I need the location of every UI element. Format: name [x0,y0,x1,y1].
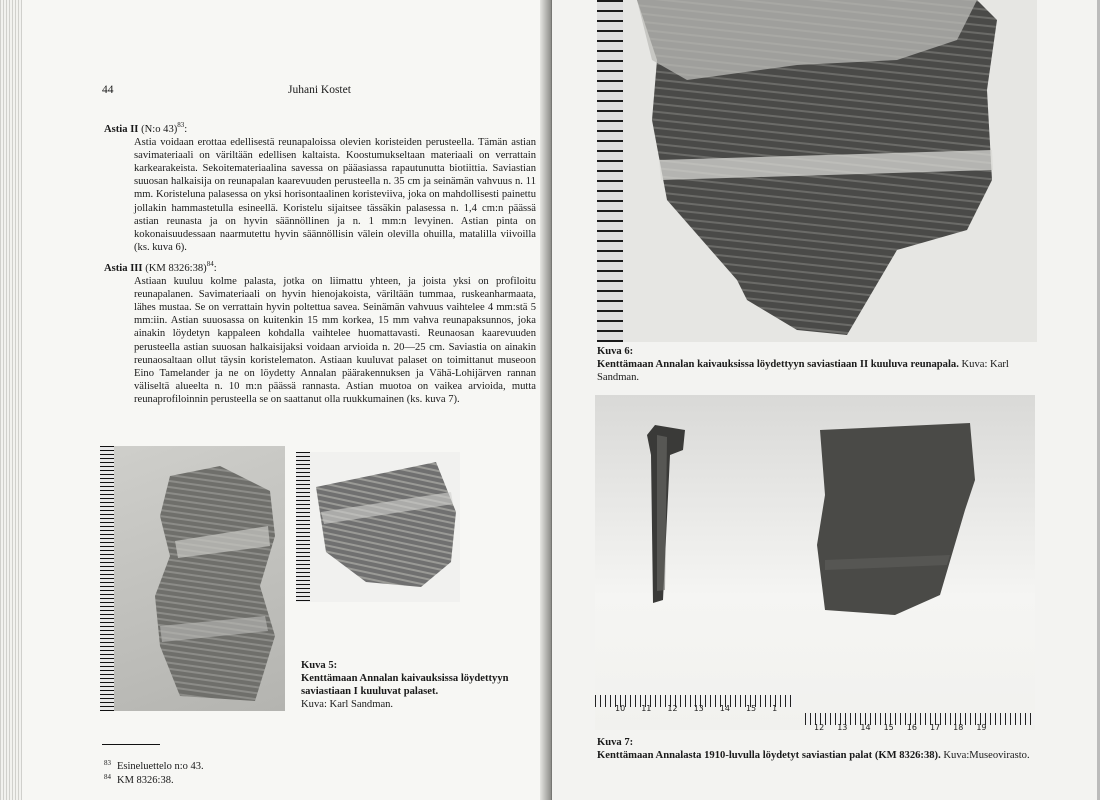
kuva7-caption [597,736,1057,762]
ruler-number: 17 [929,723,941,732]
entry-heading: Astia II (N:o 43)$^{83}$: [104,121,188,135]
ruler-number: 19 [976,723,987,732]
pottery-sherd-image [100,446,285,711]
kuva7-photo [595,395,1035,730]
ruler-number: 12 [667,704,678,713]
kuva5-caption [301,659,531,711]
pottery-sherd-image [296,452,460,602]
caption-credit: Kuva: Karl Sandman. [597,359,1009,383]
caption-credit: Kuva: Karl Sandman. [301,699,394,710]
page-edge [0,0,22,800]
ruler-number: 15 [883,723,894,732]
kuva5-photo-fragment-right [296,452,460,602]
footnote [104,773,174,786]
footnote-ref: 84 [206,260,214,268]
caption-text: Kenttämaan Annalan kaivauksissa löydettyyn saviastiaan II kuuluva reunapala. [597,359,959,370]
caption-credit: Kuva:Museovirasto. [940,750,1030,761]
ruler-number: 15 [745,704,757,713]
pottery-sherd-image [597,0,1037,342]
entry-astia-ii [104,119,536,254]
ruler-scale-upper [615,704,777,713]
entry-astia-iii [104,258,536,406]
entry-name: Astia III [104,263,143,274]
entry-ref: (N:o 43) [138,124,178,135]
footnote-text: Esineluettelo n:o 43. [117,761,204,772]
entry-name: Astia II [104,124,139,135]
footnote-number: 84 [104,773,111,781]
footnote-number: 83 [104,759,111,767]
entry-heading: Astia III (KM 8326:38)$^{84}$: [104,260,217,274]
ruler-number: 14 [860,723,871,732]
ruler-number: 18 [953,723,964,732]
footnote-divider [102,744,160,745]
footnote [104,759,204,772]
ruler-number: 14 [719,704,730,713]
kuva6-caption [597,345,1037,384]
entry-body [134,275,536,406]
footnote-text: KM 8326:38. [117,775,174,786]
pottery-sherds-image [595,395,1035,730]
page-number: 44 [102,84,114,96]
caption-label: Kuva 5: [301,660,338,671]
kuva6-photo [597,0,1037,342]
caption-text: Kenttämaan Annalasta 1910-luvulla löydetyt saviastian palat (KM 8326:38). [597,750,941,761]
running-title: Juhani Kostet [288,84,351,96]
ruler-number: 10 [615,704,626,713]
ruler-number: 12 [814,723,825,732]
caption-label: Kuva 7: [597,737,634,748]
caption-text: Kenttämaan Annalan kaivauksissa löydettyyn saviastiaan I kuuluvat palaset. [301,673,509,697]
ruler-number: 13 [837,723,848,732]
ruler-number: 1 [772,704,778,713]
ruler-number: 13 [693,704,704,713]
kuva5-photo-fragment-left [100,446,285,711]
caption-label: Kuva 6: [597,346,634,357]
ruler-number: 16 [906,723,917,732]
footnote-ref: 83 [177,121,185,129]
ruler-number: 11 [641,704,652,713]
entry-ref: (KM 8326:38) [142,263,207,274]
entry-text: Astiaan kuuluu kolme palasta, jotka on liimattu yhteen, ja joista yksi on profiloitu reunapalanen. Savimateriaali on hyvin hienojakoista, väriltään tummaa, ruskeanharmaata, lähes mustaa. Se on verrattain hyvin poltettua savea. Seinämän vahvuus vaihtelee 4 mm:stä 5 mm:iin. Astian suuosassa on kuitenkin 15 mm korkea, 15 mm vahva reunapaksunnos, joka ainakin löydetyn kappaleen kohdalla vaihtelee huomattavasti. Reunaosan kaarevuuden perusteella astian suuosan halkaisijaksi voidaan arvioida n. 20—25 cm. Saviastia on ainakin reunaosaltaan ollut täysin koristelematon. Astiaan kuuluvat palaset on toimittanut museoon Eino Tamelander ja ne on löydetty Annalan päärakennuksen ja Vähä-Lohijärven rannan väliseltä alueelta n. 10 m:n päässä rannasta. Astian muotoa on vaikea arvioida, mutta reunaprofiloinnin perusteella se on saattanut olla ruukkumainen (ks. kuva 7). [134,276,536,405]
entry-body [134,136,536,254]
ruler-scale-lower [814,723,987,732]
entry-text: Astia voidaan erottaa edellisestä reunapaloissa olevien koristeiden perusteella. Tämän astian savimateriaali on väriltään edellisen kaltaista. Koostumukseltaan materiaali on verrattain karkearakeista. Sekoitemateriaalina savessa on pääasiassa rapautunutta biotiittia. Saviastian suuosan halkaisija on reunapalan kaarevuuden perusteella n. 35 cm ja seinämän vahvuus n. 11 mm. Koristeluna palasessa on yksi horisontaalinen koristeviiva, joka on mahdollisesti painettu jollakin hammastetulla esineellä. Koristelu sijaitsee tässäkin palasessa n. 1,4 cm:n päässä astian reunasta ja on hyvin säännöllinen ja n. 1 mm:n levyinen. Astian pinta on kokonaisuudessaan naarmutettu hyvin säännöllisin välein olevilla ohuilla, matalilla viivoilla (ks. kuva 6). [134,137,536,253]
